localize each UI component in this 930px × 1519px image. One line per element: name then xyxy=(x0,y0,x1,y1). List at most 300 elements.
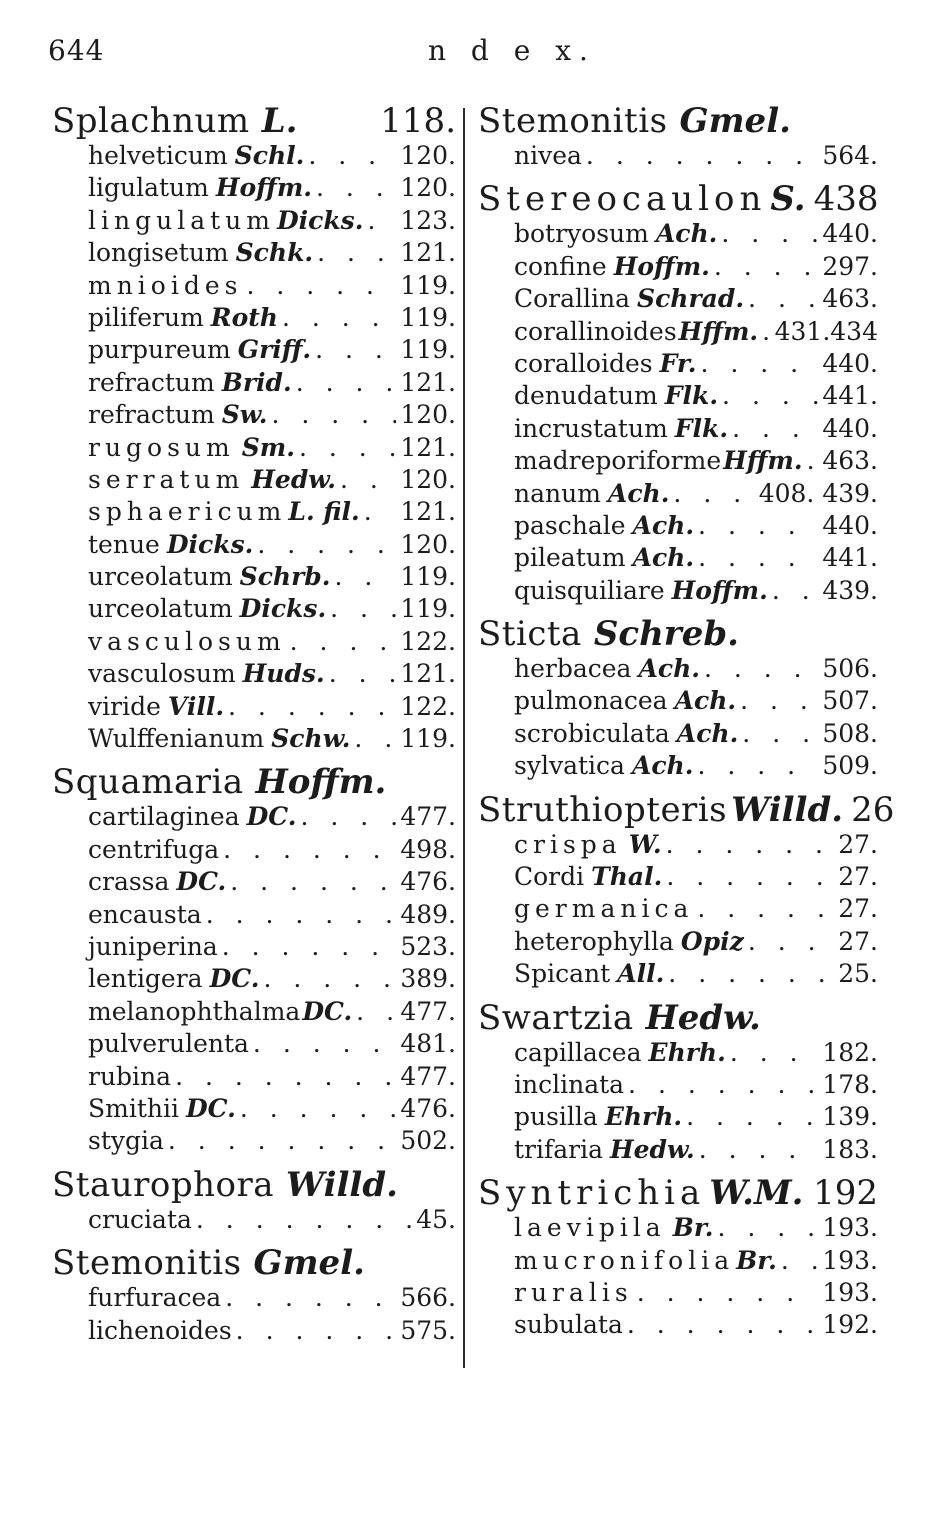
dot-leader xyxy=(223,834,396,866)
dot-leader xyxy=(356,996,396,1028)
index-entry xyxy=(478,478,878,510)
species-name: paschale xyxy=(514,510,626,540)
species-name: sphaericum xyxy=(88,497,287,527)
species-name: refractum xyxy=(88,400,215,430)
genus-name: Splachnum xyxy=(52,101,250,141)
page-reference: 441. xyxy=(822,543,878,573)
genus-author: Hoffm. xyxy=(255,762,387,803)
species-author: DC. xyxy=(246,802,297,832)
dot-leader xyxy=(299,432,396,464)
index-entry xyxy=(478,1212,878,1244)
index-entry xyxy=(478,958,878,990)
species-author: Br. xyxy=(672,1213,714,1243)
dot-leader xyxy=(240,1093,397,1125)
page-reference: 463. xyxy=(822,446,878,476)
species-author: Flk. xyxy=(674,413,729,443)
dot-leader xyxy=(317,237,396,269)
index-entry xyxy=(52,866,456,898)
page-reference: 122. xyxy=(400,626,456,656)
page-reference: 193. xyxy=(822,1213,878,1243)
genus-name: Swartzia xyxy=(478,997,634,1038)
genus-heading xyxy=(52,763,456,801)
page-reference: 120. xyxy=(400,529,456,559)
species-author: Ehrh. xyxy=(604,1102,683,1132)
dot-leader xyxy=(697,750,818,782)
running-head: n d e x. xyxy=(428,34,596,67)
species-name: inclinata xyxy=(514,1069,625,1099)
dot-leader xyxy=(699,1134,819,1166)
species-author: Thal. xyxy=(591,862,663,892)
species-author: DC. xyxy=(176,867,227,897)
species-name: stygia xyxy=(88,1126,164,1156)
page-reference: 498. xyxy=(400,834,456,864)
index-column-left xyxy=(52,102,456,1347)
dot-leader xyxy=(246,270,396,302)
page-reference: 507. xyxy=(822,686,878,716)
index-entry xyxy=(478,445,878,477)
page-reference: 119. xyxy=(400,594,456,624)
species-name: germanica xyxy=(514,894,694,924)
dot-leader xyxy=(263,963,396,995)
page-reference: 431.434 xyxy=(774,316,878,346)
genus-author: W.M. xyxy=(709,1173,804,1214)
page-header xyxy=(48,28,882,78)
species-author: L. fil. xyxy=(288,497,360,527)
page-reference: 575. xyxy=(400,1315,456,1345)
index-entry xyxy=(478,926,878,958)
page-reference: 463. xyxy=(822,284,878,314)
dot-leader xyxy=(222,931,397,963)
index-entry xyxy=(478,575,878,607)
index-entry xyxy=(52,996,456,1028)
species-name: Cordi xyxy=(514,862,585,892)
page-reference: 440. xyxy=(822,348,878,378)
species-author: Hedw. xyxy=(251,464,337,494)
page-reference: 139. xyxy=(822,1102,878,1132)
page-reference: 182. xyxy=(822,1037,878,1067)
species-author: Ach. xyxy=(676,718,739,748)
index-entry xyxy=(478,251,878,283)
species-name: vasculosum xyxy=(88,626,286,656)
page-reference: 119. xyxy=(400,562,456,592)
species-name: incrustatum xyxy=(514,413,668,443)
species-author: Ach. xyxy=(631,751,694,781)
species-name: lichenoides xyxy=(88,1315,232,1345)
species-name: nanum xyxy=(514,478,601,508)
species-name: mucronifolia xyxy=(514,1245,735,1275)
species-name: cartilaginea xyxy=(88,802,240,832)
species-name: crispa xyxy=(514,829,622,859)
species-author: Sw. xyxy=(221,400,268,430)
page-reference: 481. xyxy=(400,1029,456,1059)
page-reference: 389. xyxy=(400,964,456,994)
page-reference: 123. xyxy=(400,205,456,235)
species-name: urceolatum xyxy=(88,562,233,592)
species-author: Ach. xyxy=(638,654,700,684)
species-author: Schk. xyxy=(235,238,314,268)
species-author: Vill. xyxy=(167,691,225,721)
page-reference: 27. xyxy=(838,862,878,892)
page-reference: 440. xyxy=(822,510,878,540)
species-name: pulverulenta xyxy=(88,1029,249,1059)
dot-leader xyxy=(628,1069,818,1101)
index-entry xyxy=(52,205,456,237)
page-reference: 121. xyxy=(400,367,456,397)
dot-leader xyxy=(308,140,396,172)
page-reference: 45. xyxy=(416,1204,456,1234)
genus-page: 26 xyxy=(851,789,895,830)
index-entry xyxy=(52,834,456,866)
dot-leader xyxy=(586,140,818,172)
dot-leader xyxy=(290,626,397,658)
genus-page: 438 xyxy=(813,179,879,220)
index-entry xyxy=(52,899,456,931)
index-entry xyxy=(478,685,878,717)
species-author: Ehrh. xyxy=(648,1037,726,1067)
page-reference: 192. xyxy=(822,1310,878,1340)
genus-author: S. xyxy=(770,179,806,220)
species-name: pileatum xyxy=(514,543,626,573)
page-reference: 120. xyxy=(400,173,456,203)
index-entry xyxy=(478,316,878,348)
genus-heading xyxy=(478,102,878,140)
dot-leader xyxy=(627,1309,818,1341)
page-reference: 477. xyxy=(400,1061,456,1091)
page-reference: 439. xyxy=(822,575,878,605)
species-name: madreporiforme xyxy=(514,446,722,476)
species-name: coralloides xyxy=(514,348,653,378)
species-author: Flk. xyxy=(664,381,719,411)
species-name: denudatum xyxy=(514,381,658,411)
dot-leader xyxy=(296,367,397,399)
dot-leader xyxy=(225,1282,396,1314)
genus-heading xyxy=(478,180,878,218)
index-entry xyxy=(52,626,456,658)
page-reference: 566. xyxy=(400,1283,456,1313)
page-reference: 119. xyxy=(400,724,456,754)
dot-leader xyxy=(253,1028,396,1060)
dot-leader xyxy=(364,496,397,528)
species-author: Griff. xyxy=(237,335,312,365)
species-name: heterophylla xyxy=(514,926,674,956)
genus-name: Squamaria xyxy=(52,762,244,803)
genus-author: Willd. xyxy=(731,789,844,830)
page-reference: 564. xyxy=(822,141,878,170)
species-name: rugosum xyxy=(88,432,235,462)
species-name: serratum xyxy=(88,464,245,494)
page-reference: 122. xyxy=(400,691,456,721)
species-name: rubina xyxy=(88,1061,172,1091)
page-reference: 476. xyxy=(400,1093,456,1123)
species-name: quisquiliare xyxy=(514,575,665,605)
index-entry xyxy=(478,861,878,893)
index-entry xyxy=(478,829,878,861)
index-entry xyxy=(478,413,878,445)
species-name: piliferum xyxy=(88,302,204,332)
page-reference: 502. xyxy=(400,1126,456,1156)
species-name: Smithii xyxy=(88,1093,179,1123)
species-name: botryosum xyxy=(514,219,649,249)
species-author: Hoffm. xyxy=(613,251,710,281)
species-name: urceolatum xyxy=(88,594,233,624)
species-author: Fr. xyxy=(659,348,697,378)
species-author: Ach. xyxy=(607,478,670,508)
dot-leader xyxy=(257,529,396,561)
species-name: ligulatum xyxy=(88,173,209,203)
index-entry xyxy=(52,931,456,963)
index-entry xyxy=(478,1101,878,1133)
species-author: W. xyxy=(628,829,662,859)
dot-leader xyxy=(807,445,819,477)
page-reference: 477. xyxy=(400,802,456,832)
dot-leader xyxy=(668,958,834,990)
page-reference: 509. xyxy=(822,751,878,781)
genus-author: Schreb. xyxy=(593,614,739,655)
index-entry xyxy=(478,1134,878,1166)
genus-heading xyxy=(52,102,456,140)
species-author: Huds. xyxy=(242,659,325,689)
dot-leader xyxy=(271,399,396,431)
dot-leader xyxy=(748,283,818,315)
page-reference: 120. xyxy=(400,400,456,430)
dot-leader xyxy=(781,1245,819,1277)
species-author: All. xyxy=(617,959,665,989)
dot-leader xyxy=(762,316,770,348)
index-entry xyxy=(52,496,456,528)
page-reference: 27. xyxy=(838,829,878,859)
index-entry xyxy=(52,658,456,690)
page-reference: 119. xyxy=(400,302,456,332)
genus-author: Gmel. xyxy=(253,1243,365,1284)
genus-heading xyxy=(52,1166,456,1204)
species-author: DC. xyxy=(209,964,260,994)
index-entry xyxy=(52,593,456,625)
species-author: Dicks. xyxy=(276,205,364,235)
index-entry xyxy=(478,718,878,750)
species-name: capillacea xyxy=(514,1037,642,1067)
page-reference: 523. xyxy=(400,931,456,961)
species-name: laevipila xyxy=(514,1213,666,1243)
genus-heading xyxy=(478,789,895,830)
dot-leader xyxy=(673,478,754,510)
page-reference: 121. xyxy=(400,432,456,462)
species-author: Ach. xyxy=(655,219,718,249)
index-entry xyxy=(478,653,878,685)
dot-leader xyxy=(730,1037,819,1069)
dot-leader xyxy=(175,1061,396,1093)
page-reference: 120. xyxy=(400,464,456,494)
page-reference: 508. xyxy=(822,718,878,748)
species-name: herbacea xyxy=(514,654,632,684)
dot-leader xyxy=(316,172,396,204)
page-reference: 119. xyxy=(400,335,456,365)
species-author: Hoffm. xyxy=(671,575,768,605)
species-name: furfuracea xyxy=(88,1283,222,1313)
index-entry xyxy=(478,140,878,172)
index-entry xyxy=(52,1282,456,1314)
dot-leader xyxy=(334,561,396,593)
dot-leader xyxy=(717,1212,818,1244)
dot-leader xyxy=(206,899,397,931)
page-reference: 121. xyxy=(400,497,456,527)
dot-leader xyxy=(722,380,818,412)
index-entry xyxy=(478,380,878,412)
index-entry xyxy=(478,218,878,250)
species-name: Wulffenianum xyxy=(88,724,265,754)
species-author: Hoffm. xyxy=(215,173,312,203)
genus-page: 118. xyxy=(380,101,456,141)
page-reference: 441. xyxy=(822,381,878,411)
index-entry xyxy=(478,510,878,542)
index-entry xyxy=(52,432,456,464)
dot-leader xyxy=(228,691,396,723)
page-reference: 183. xyxy=(822,1134,878,1164)
page-reference: 440. xyxy=(822,219,878,249)
page-reference: 476. xyxy=(400,867,456,897)
index-entry xyxy=(52,1315,456,1347)
species-author: Schl. xyxy=(234,141,305,170)
dot-leader xyxy=(637,1277,819,1309)
index-entry xyxy=(478,1069,878,1101)
index-entry xyxy=(478,1245,878,1277)
genus-author: Willd. xyxy=(286,1164,398,1205)
species-author: Sm. xyxy=(241,432,295,462)
dot-leader xyxy=(367,205,396,237)
dot-leader xyxy=(732,413,818,445)
page-reference: 477. xyxy=(400,996,456,1026)
index-entry xyxy=(478,542,878,574)
dot-leader xyxy=(196,1204,412,1236)
species-author: Opiz xyxy=(680,926,744,956)
species-name: encausta xyxy=(88,899,202,929)
genus-name: Struthiopteris xyxy=(478,789,728,830)
index-entry xyxy=(478,893,878,925)
index-entry xyxy=(52,367,456,399)
dot-leader xyxy=(697,893,834,925)
index-entry xyxy=(52,172,456,204)
species-name: nivea xyxy=(514,141,582,170)
species-author: Schrad. xyxy=(637,284,745,314)
index-entry xyxy=(52,963,456,995)
genus-heading xyxy=(52,1244,456,1282)
index-entry xyxy=(478,1037,878,1069)
species-name: Spicant xyxy=(514,959,611,989)
genus-author: Gmel. xyxy=(679,101,791,141)
genus-author: Hedw. xyxy=(645,997,761,1038)
page-reference: 506. xyxy=(822,654,878,684)
index-entry xyxy=(52,1125,456,1157)
species-name: lentigera xyxy=(88,964,203,994)
species-author: Hffm. xyxy=(678,316,759,346)
page-reference: 178. xyxy=(822,1069,878,1099)
dot-leader xyxy=(236,1315,397,1347)
genus-name: Staurophora xyxy=(52,1164,275,1205)
species-name: centrifuga xyxy=(88,834,220,864)
index-entry xyxy=(478,348,878,380)
dot-leader xyxy=(282,302,396,334)
genus-name: Syntrichia xyxy=(478,1173,706,1214)
page-reference: 440. xyxy=(822,413,878,443)
page-reference: 121. xyxy=(400,659,456,689)
species-author: DC. xyxy=(302,996,353,1026)
dot-leader xyxy=(772,575,819,607)
species-author: Schw. xyxy=(271,724,351,754)
species-author: Ach. xyxy=(674,686,737,716)
genus-heading xyxy=(478,1174,878,1212)
species-name: ruralis xyxy=(514,1277,633,1307)
index-entry xyxy=(52,334,456,366)
species-name: helveticum xyxy=(88,141,228,170)
page-reference: 489. xyxy=(400,899,456,929)
species-name: tenue xyxy=(88,529,160,559)
index-entry xyxy=(52,237,456,269)
page-reference: 120. xyxy=(400,141,456,170)
dot-leader xyxy=(686,1101,818,1133)
species-author: Hffm. xyxy=(723,446,803,476)
genus-heading xyxy=(478,999,878,1037)
dot-leader xyxy=(354,723,396,755)
species-author: Ach. xyxy=(632,510,695,540)
species-name: Corallina xyxy=(514,284,631,314)
genus-author: L. xyxy=(261,101,298,141)
dot-leader xyxy=(315,334,396,366)
species-name: confine xyxy=(514,251,607,281)
species-name: mnioides xyxy=(88,270,243,300)
genus-heading xyxy=(478,615,878,653)
species-name: refractum xyxy=(88,367,215,397)
column-divider xyxy=(463,108,465,1368)
dot-leader xyxy=(330,593,396,625)
page-reference: 121. xyxy=(400,238,456,268)
page-number: 644 xyxy=(48,34,105,67)
index-entry xyxy=(52,529,456,561)
index-entry xyxy=(52,270,456,302)
index-entry xyxy=(478,1277,878,1309)
species-author: Schrb. xyxy=(239,562,331,592)
index-entry xyxy=(52,1204,456,1236)
page-reference: 193. xyxy=(822,1245,878,1275)
dot-leader xyxy=(740,685,818,717)
dot-leader xyxy=(666,829,835,861)
index-entry xyxy=(478,1309,878,1341)
index-entry xyxy=(52,723,456,755)
index-entry xyxy=(478,750,878,782)
genus-name: Stemonitis xyxy=(52,1243,242,1284)
dot-leader xyxy=(714,251,818,283)
species-name: cruciata xyxy=(88,1204,192,1234)
dot-leader xyxy=(748,926,834,958)
index-entry xyxy=(52,561,456,593)
genus-page: 192 xyxy=(813,1173,878,1214)
index-entry xyxy=(478,283,878,315)
dot-leader xyxy=(698,510,818,542)
index-entry xyxy=(52,1028,456,1060)
species-name: melanophthalma xyxy=(88,996,301,1026)
species-name: trifaria xyxy=(514,1134,604,1164)
page-reference: 193. xyxy=(822,1277,878,1307)
dot-leader xyxy=(230,866,396,898)
species-name: pusilla xyxy=(514,1102,598,1132)
dot-leader xyxy=(666,861,834,893)
index-entry xyxy=(52,399,456,431)
page-reference: 119. xyxy=(400,270,456,300)
species-author: Ach. xyxy=(632,543,695,573)
page-reference: 297. xyxy=(822,251,878,281)
dot-leader xyxy=(700,348,818,380)
species-author: DC. xyxy=(185,1093,236,1123)
species-author: Brid. xyxy=(221,367,292,397)
index-entry xyxy=(52,302,456,334)
